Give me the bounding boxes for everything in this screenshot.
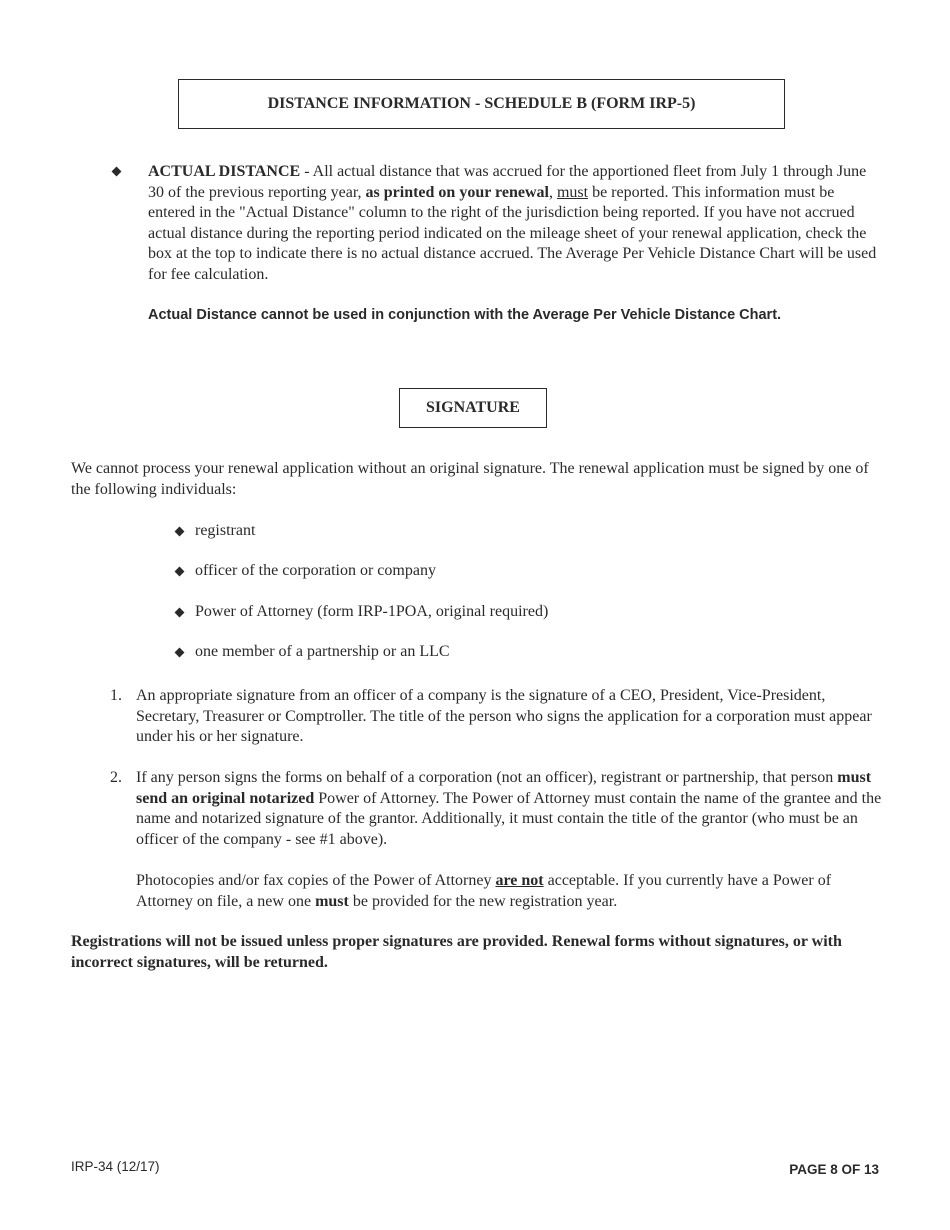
section-title-distance [178, 79, 785, 129]
signer-item [173, 521, 255, 541]
item-2-emphasis: must send an original notarized [136, 769, 872, 807]
signature-intro: We cannot process your renewal application without an original signature. The renewal application must be signed by one of the following individuals: [71, 460, 869, 498]
photocopies-text-3: be provided for the new registration year. [348, 892, 618, 910]
bullet-diamond-icon [175, 607, 185, 617]
item-2-text-1: If any person signs the forms on behalf of a corporation (not an officer), registrant or partnership, that person [136, 769, 838, 786]
signer-label: officer of the corporation or company [195, 561, 436, 579]
signer-item [173, 602, 548, 622]
signer-item [173, 561, 436, 581]
signer-label: registrant [195, 521, 256, 539]
photocopies-must: must [315, 892, 349, 910]
actual-distance-paragraph [148, 162, 883, 285]
item-2-text [136, 768, 884, 850]
actual-distance-note: Actual Distance cannot be used in conjunction with the Average Per Vehicle Distance Chart. [148, 307, 782, 323]
signer-label: one member of a partnership or an LLC [195, 642, 450, 660]
item-2-text-2: Power of Attorney. The Power of Attorney must contain the name of the grantee and the name and notarized signature of the grantor. Additionally, it must contain the title of the grantor (who must be an officer of the company - see #1 above). [136, 789, 882, 848]
final-warning: Registrations will not be issued unless proper signatures are provided. Renewal forms without signatures, or with incorrect signatures, will be returned. [71, 933, 842, 971]
actual-distance-text-3: be reported. This information must be entered in the "Actual Distance" column to the right of the jurisdiction being reported. If you have not accrued actual distance during the reporting period indicated on the mileage sheet of your renewal application, check the box at the top to indicate there is no actual distance accrued. The Average Per Vehicle Distance Chart will be used for fee calculation. [148, 183, 877, 283]
item-number-1: 1. [110, 687, 122, 704]
section-title-signature [399, 388, 547, 428]
item-1-text: An appropriate signature from an officer of a company is the signature of a CEO, President, Vice-President, Secretary, Treasurer or Comptroller. The title of the person who signs the application for a corporation must appear under his or her signature. [136, 687, 872, 745]
actual-distance-must: must [556, 183, 589, 201]
photocopies-are-not: are not [495, 872, 544, 889]
photocopies-text-1: Photocopies and/or fax copies of the Power of Attorney [136, 872, 496, 889]
bullet-diamond-icon [175, 526, 185, 536]
signer-label: Power of Attorney (form IRP-1POA, original required) [195, 602, 549, 620]
photocopies-paragraph [136, 871, 884, 912]
section-title-text: DISTANCE INFORMATION - SCHEDULE B (FORM IRP-5) [267, 94, 696, 112]
actual-distance-text-1: - All actual distance that was accrued for the apportioned fleet from July 1 through June 30 of the previous reporting year, [148, 163, 867, 201]
bullet-diamond-icon [175, 647, 185, 657]
footer-form-id: IRP-34 (12/17) [71, 1159, 160, 1174]
signer-item [173, 642, 450, 662]
actual-distance-text-2: , [548, 183, 557, 201]
item-number-2: 2. [110, 769, 122, 786]
actual-distance-heading: ACTUAL DISTANCE [148, 163, 301, 180]
bullet-diamond-icon [112, 167, 122, 177]
actual-distance-emphasis: as printed on your renewal [365, 183, 549, 201]
footer-page-number: PAGE 8 OF 13 [789, 1162, 879, 1177]
bullet-diamond-icon [175, 566, 185, 576]
signature-title-text: SIGNATURE [426, 398, 520, 416]
photocopies-text-2: acceptable. If you currently have a Power of Attorney on file, a new one [136, 872, 832, 910]
